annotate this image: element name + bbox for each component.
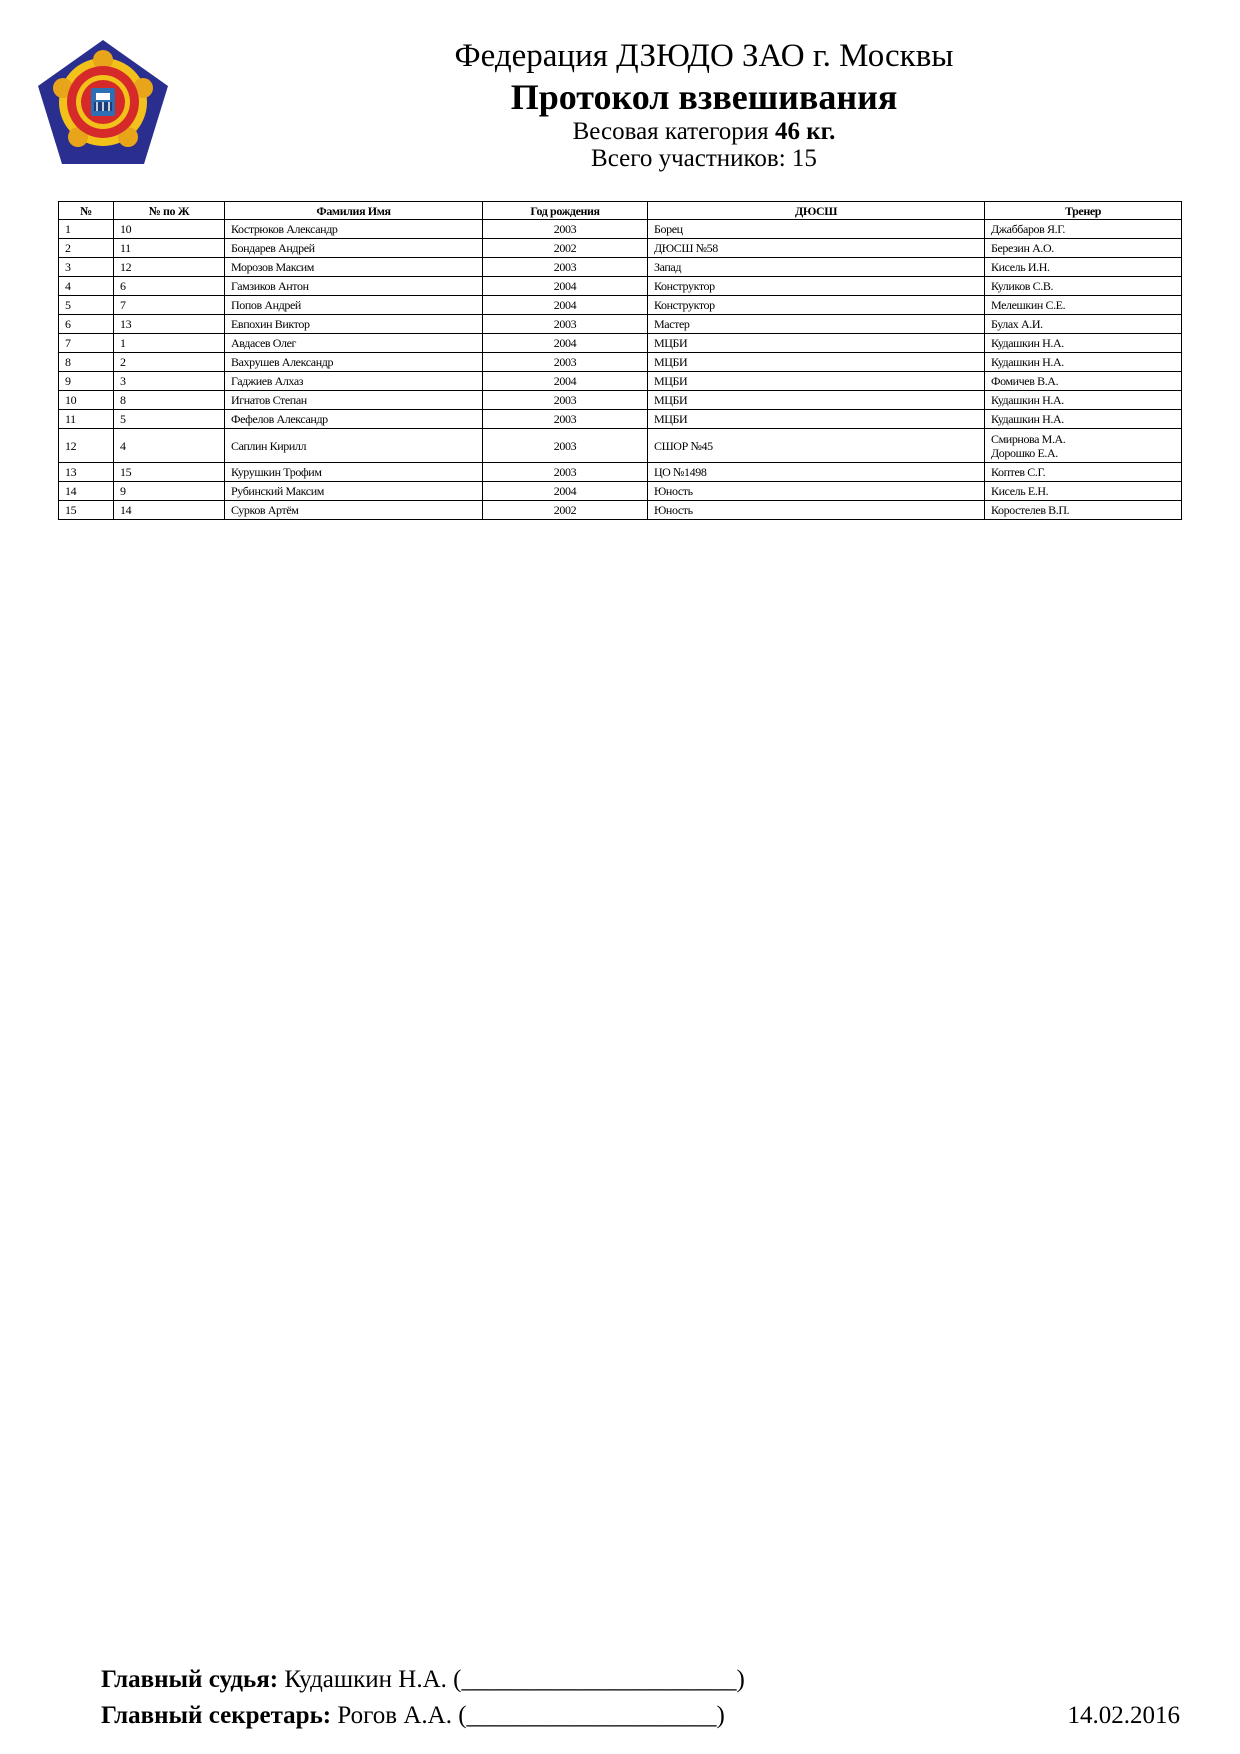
cell-name: Гамзиков Антон [225,277,483,296]
cell-school: Юность [648,501,985,520]
table-header-row [59,202,1182,220]
chief-secretary-signature [101,1701,725,1731]
cell-birth-year: 2003 [483,463,648,482]
cell-draw-number: 4 [114,429,225,463]
cell-coach: Кудашкин Н.А. [985,353,1182,372]
cell-number: 3 [59,258,114,277]
column-header-name: Фамилия Имя [225,202,483,220]
column-header-birth-year: Год рождения [483,202,648,220]
cell-school: МЦБИ [648,410,985,429]
cell-coach: Коптев С.Г. [985,463,1182,482]
cell-name: Кострюков Александр [225,220,483,239]
cell-birth-year: 2003 [483,353,648,372]
cell-birth-year: 2002 [483,501,648,520]
cell-draw-number: 10 [114,220,225,239]
cell-number: 13 [59,463,114,482]
cell-name: Евпохин Виктор [225,315,483,334]
cell-draw-number: 7 [114,296,225,315]
table-row [59,220,1182,239]
weight-category [340,118,1068,145]
chief-judge-name: Кудашкин Н.А. (______________________) [284,1666,745,1693]
cell-number: 9 [59,372,114,391]
cell-coach: Кисель И.Н. [985,258,1182,277]
table-row [59,501,1182,520]
table-row [59,277,1182,296]
cell-coach: Кудашкин Н.А. [985,410,1182,429]
document-title: Протокол взвешивания [510,77,898,117]
cell-coach: Джаббаров Я.Г. [985,220,1182,239]
column-header-draw-number: № по Ж [114,202,225,220]
cell-draw-number: 6 [114,277,225,296]
cell-draw-number: 3 [114,372,225,391]
cell-school: МЦБИ [648,353,985,372]
cell-school: Юность [648,482,985,501]
chief-secretary-name: Рогов А.А. (____________________) [337,1702,725,1729]
chief-judge-signature [101,1665,745,1695]
table-row [59,372,1182,391]
cell-birth-year: 2004 [483,334,648,353]
chief-secretary-label: Главный секретарь: [101,1702,332,1729]
cell-coach: Коростелев В.П. [985,501,1182,520]
cell-birth-year: 2003 [483,220,648,239]
column-header-number: № [59,202,114,220]
cell-number: 6 [59,315,114,334]
weight-category-label: Весовая категория [572,118,769,145]
federation-emblem-icon [36,38,170,166]
cell-coach: Березин А.О. [985,239,1182,258]
cell-name: Фефелов Александр [225,410,483,429]
cell-birth-year: 2004 [483,482,648,501]
table-row [59,239,1182,258]
cell-number: 14 [59,482,114,501]
cell-draw-number: 9 [114,482,225,501]
cell-draw-number: 5 [114,410,225,429]
cell-number: 5 [59,296,114,315]
table-row [59,334,1182,353]
weight-category-value: 46 кг. [774,118,836,145]
cell-birth-year: 2003 [483,429,648,463]
cell-draw-number: 12 [114,258,225,277]
cell-birth-year: 2003 [483,258,648,277]
cell-coach: Мелешкин С.Е. [985,296,1182,315]
cell-number: 15 [59,501,114,520]
cell-draw-number: 11 [114,239,225,258]
cell-name: Бондарев Андрей [225,239,483,258]
cell-number: 2 [59,239,114,258]
table-row [59,353,1182,372]
cell-draw-number: 1 [114,334,225,353]
cell-birth-year: 2004 [483,277,648,296]
cell-name: Морозов Максим [225,258,483,277]
cell-school: МЦБИ [648,391,985,410]
column-header-school: ДЮСШ [648,202,985,220]
cell-number: 7 [59,334,114,353]
cell-name: Курушкин Трофим [225,463,483,482]
cell-birth-year: 2003 [483,410,648,429]
cell-number: 11 [59,410,114,429]
cell-school: Борец [648,220,985,239]
coach-line: Смирнова М.А. [991,431,1066,446]
cell-coach: Кисель Е.Н. [985,482,1182,501]
cell-birth-year: 2003 [483,391,648,410]
cell-draw-number: 15 [114,463,225,482]
table-row [59,429,1182,463]
cell-school: Конструктор [648,296,985,315]
cell-coach: Фомичев В.А. [985,372,1182,391]
cell-birth-year: 2003 [483,315,648,334]
cell-draw-number: 8 [114,391,225,410]
cell-school: Мастер [648,315,985,334]
table-row [59,258,1182,277]
table-row [59,463,1182,482]
organization-name: Федерация ДЗЮДО ЗАО г. Москвы [454,38,954,74]
table-row [59,315,1182,334]
cell-coach [985,429,1182,463]
table-row [59,391,1182,410]
table-row [59,482,1182,501]
cell-coach: Куликов С.В. [985,277,1182,296]
cell-school: Конструктор [648,277,985,296]
cell-school: МЦБИ [648,372,985,391]
cell-name: Игнатов Степан [225,391,483,410]
cell-school: ДЮСШ №58 [648,239,985,258]
cell-number: 10 [59,391,114,410]
cell-draw-number: 14 [114,501,225,520]
cell-draw-number: 2 [114,353,225,372]
column-header-coach: Тренер [985,202,1182,220]
table-row [59,296,1182,315]
participants-count: Всего участников: 15 [591,145,817,172]
cell-name: Гаджиев Алхаз [225,372,483,391]
weighing-protocol-table [58,201,1182,520]
document-header [340,36,1068,172]
document-date: 14.02.2016 [1067,1702,1180,1729]
cell-number: 4 [59,277,114,296]
cell-birth-year: 2004 [483,296,648,315]
cell-number: 1 [59,220,114,239]
cell-name: Сурков Артём [225,501,483,520]
cell-coach: Кудашкин Н.А. [985,391,1182,410]
cell-school: МЦБИ [648,334,985,353]
cell-name: Попов Андрей [225,296,483,315]
cell-draw-number: 13 [114,315,225,334]
cell-coach: Булах А.И. [985,315,1182,334]
coach-line: Дорошко Е.А. [991,445,1058,460]
cell-birth-year: 2004 [483,372,648,391]
cell-birth-year: 2002 [483,239,648,258]
cell-name: Авдасев Олег [225,334,483,353]
table-row [59,410,1182,429]
cell-school: Запад [648,258,985,277]
cell-number: 12 [59,429,114,463]
cell-name: Рубинский Максим [225,482,483,501]
cell-school: ЦО №1498 [648,463,985,482]
cell-name: Вахрушев Александр [225,353,483,372]
cell-name: Саплин Кирилл [225,429,483,463]
chief-judge-label: Главный судья: [101,1666,279,1693]
cell-coach: Кудашкин Н.А. [985,334,1182,353]
cell-school: СШОР №45 [648,429,985,463]
cell-number: 8 [59,353,114,372]
